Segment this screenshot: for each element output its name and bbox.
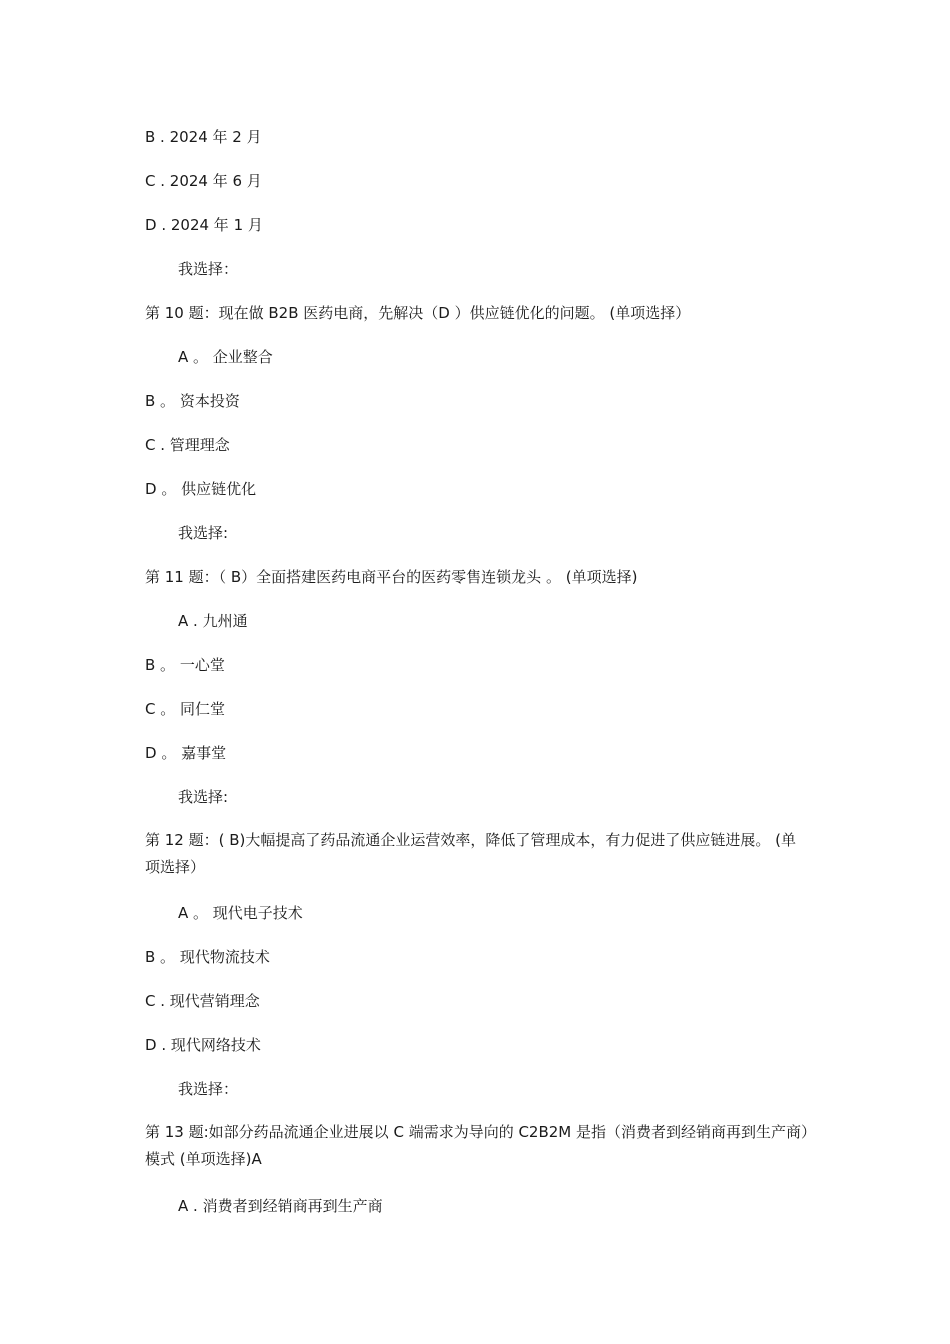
- option-line: D . 2024 年 1 月: [145, 216, 263, 234]
- option-line: D 。 嘉事堂: [145, 744, 227, 762]
- my-choice-label: 我选择：: [178, 260, 239, 278]
- option-line: A 。 企业整合: [178, 348, 273, 366]
- question-11: 第 11 题：（ B）全面搭建医药电商平台的医药零售连锁龙头 。 (单项选择): [145, 568, 638, 586]
- option-line: A . 消费者到经销商再到生产商: [178, 1197, 383, 1215]
- question-12: 第 12 题：( B)大幅提高了药品流通企业运营效率，降低了管理成本，有力促进了供应链进展。 (单项选择）: [145, 831, 797, 876]
- option-line: C . 管理理念: [145, 436, 230, 454]
- option-line: B 。 一心堂: [145, 656, 225, 674]
- option-line: C . 2024 年 6 月: [145, 172, 262, 190]
- option-line: B . 2024 年 2 月: [145, 128, 262, 146]
- my-choice-label: 我选择:: [178, 524, 229, 542]
- option-line: B 。 现代物流技术: [145, 948, 270, 966]
- option-line: D 。 供应链优化: [145, 480, 257, 498]
- option-line: B 。 资本投资: [145, 392, 240, 410]
- option-line: A 。 现代电子技术: [178, 904, 303, 922]
- question-10: 第 10 题：现在做 B2B 医药电商，先解决（D ）供应链优化的问题。 (单项选择）: [145, 304, 691, 322]
- option-line: A . 九州通: [178, 612, 248, 630]
- option-line: C . 现代营销理念: [145, 992, 260, 1010]
- option-line: C 。 同仁堂: [145, 700, 226, 718]
- my-choice-label: 我选择:: [178, 788, 229, 806]
- question-13: 第 13 题:如部分药品流通企业进展以 C 端需求为导向的 C2B2M 是指（消费者到经销商再到生产商）模式 (单项选择)A: [145, 1123, 809, 1168]
- my-choice-label: 我选择：: [178, 1080, 239, 1098]
- option-line: D . 现代网络技术: [145, 1036, 261, 1054]
